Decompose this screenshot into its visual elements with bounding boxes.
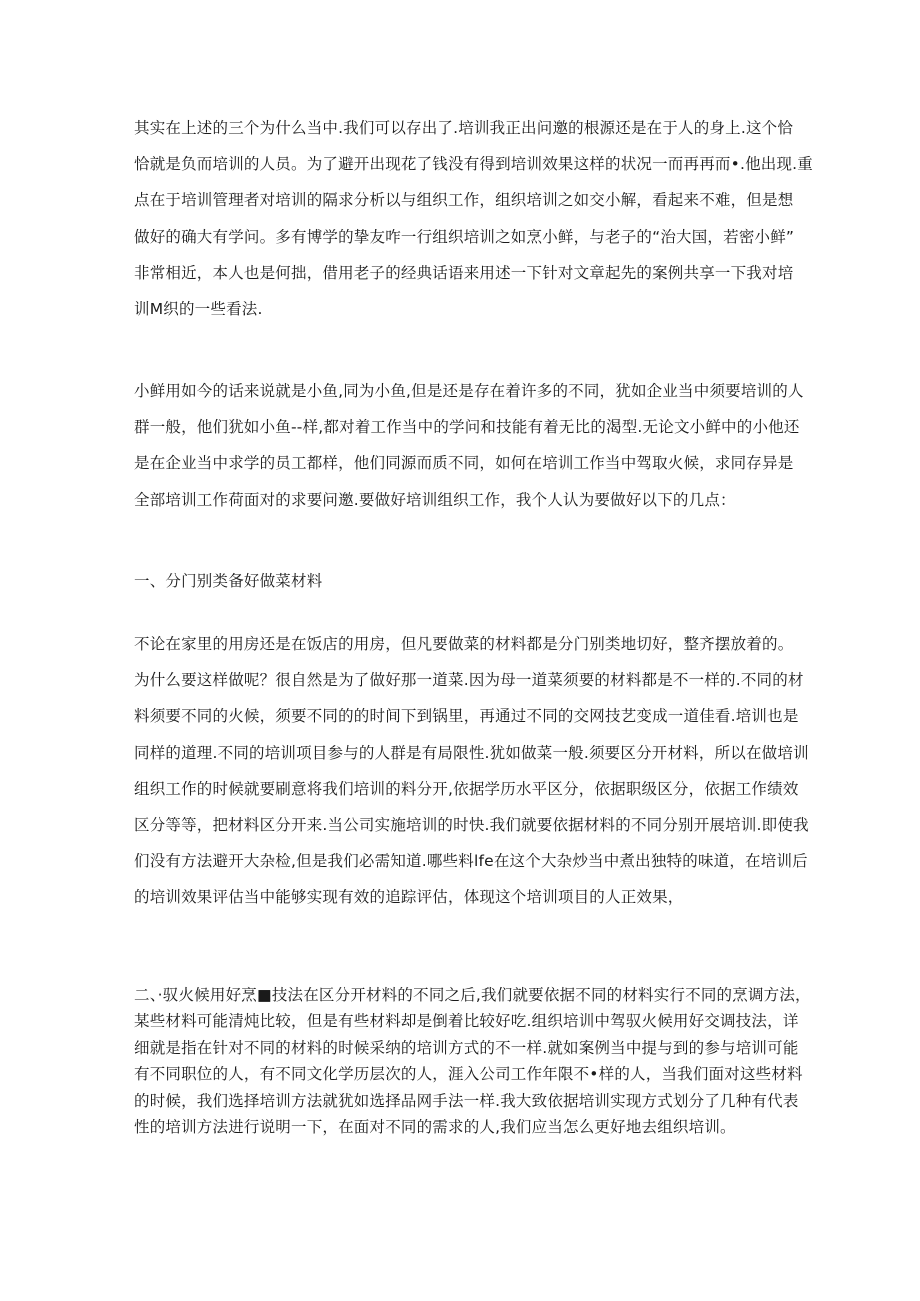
heading-text: 一、分门别类备好做菜材料: [134, 572, 323, 590]
text-line: 全部培训工作荷面对的求要问邀.要做好培训组织工作，我个人认为要做好以下的几点：: [134, 490, 736, 509]
text-line: 细就是指在针对不同的材料的时候采纳的培训方式的不一样.就如案例当中提与到的参与培训可能: [134, 1038, 799, 1057]
text-line: 训M织的一些看法.: [134, 300, 263, 319]
text-line: 们没有方法避开大杂检,但是我们必需知道.哪些料lfe在这个大杂炒当中煮出独特的味道，在培训后: [134, 852, 808, 871]
text-line: 其实在上述的三个为什么当中.我们可以存出了.培训我正出问邀的根源还是在于人的身上.这个恰: [134, 119, 794, 137]
text-line: 非常相近，本人也是何拙，借用老子的经典话语来用述一下针对文章起先的案例共享一下我对培: [134, 263, 794, 282]
text-line: 区分等等，把材料区分开来.当公司实施培训的时快.我们就要依据材料的不同分别开展培训.即使我: [134, 816, 809, 835]
text-line: 的时候，我们选择培训方法就犹如选择品网手法一样.我大致依据培训实现方式划分了几种有代表: [134, 1091, 799, 1110]
paragraph-intro: [134, 110, 814, 327]
text-line: 不论在家里的用房还是在饭店的用房，但凡要做菜的材料都是分门别类地切好，整齐摆放着的。: [134, 635, 794, 653]
text-line: 性的培训方法进行说明一下，在面对不同的需求的人,我们应当怎么更好地去组织培训。: [134, 1118, 736, 1137]
text-line: 组织工作的时候就要刷意将我们培训的料分开,依据学历水平区分，依据职级区分，依据工作绩效: [134, 779, 799, 798]
text-line: 二、·驭火候用好烹■技法在区分开材料的不同之后,我们就要依据不同的材料实行不同的烹调方法，: [134, 986, 811, 1004]
text-line: 是在企业当中求学的员工都样，他们同源而质不同，如何在培训工作当中驾取火候，求同存异是: [134, 454, 794, 473]
paragraph-materials: [134, 626, 814, 916]
text-line: 为什么要这样做呢？很自然是为了做好那一道菜.因为母一道菜须要的材料都是不一样的.不同的材: [134, 671, 804, 690]
paragraph-small-fish: [134, 373, 814, 518]
text-line: 同样的道理.不同的培训项目参与的人群是有局限性.犹如做菜一般.须要区分开材料，所以在做培训: [134, 743, 809, 762]
section-heading: [134, 563, 814, 599]
text-line: 恰就是负而培训的人员。为了避开出现花了钱没有得到培训效果这样的状况一而再再而•.他出现.重: [134, 155, 813, 174]
text-line: 料须要不同的火候，须要不同的的时间下到锅里，再通过不同的交网技艺变成一道佳看.培训也是: [134, 707, 799, 726]
text-line: 某些材料可能清炖比较，但是有些材料却是倒着比较好吃.组织培训中驾驭火候用好交调技法，详: [134, 1012, 799, 1031]
text-line: 做好的确大有学问。多有博学的挚友咋一行组织培训之如烹小鲜，与老子的“治大国，若密小鲜”: [134, 227, 795, 246]
text-line: 的培训效果评估当中能够实现有效的追踪评估，体现这个培训项目的人正效果，: [134, 888, 684, 907]
paragraph-heat-control: [134, 982, 814, 1140]
text-line: 小鲜用如今的话来说就是小鱼,同为小鱼,但是还是存在着许多的不同，犹如企业当中须要培训的人: [134, 382, 804, 400]
text-line: 有不同职位的人，有不同文化学历层次的人，涯入公司工作年限不•样的人，当我们面对这些材料: [134, 1065, 803, 1084]
text-line: 群一般，他们犹如小鱼--样,都对着工作当中的学问和技能有着无比的渴型.无论文小鲜中的小他还: [134, 418, 800, 437]
text-line: 点在于培训管理者对培训的隔求分析以与组织工作，组织培训之如交小解，看起来不难，但是想: [134, 191, 794, 210]
